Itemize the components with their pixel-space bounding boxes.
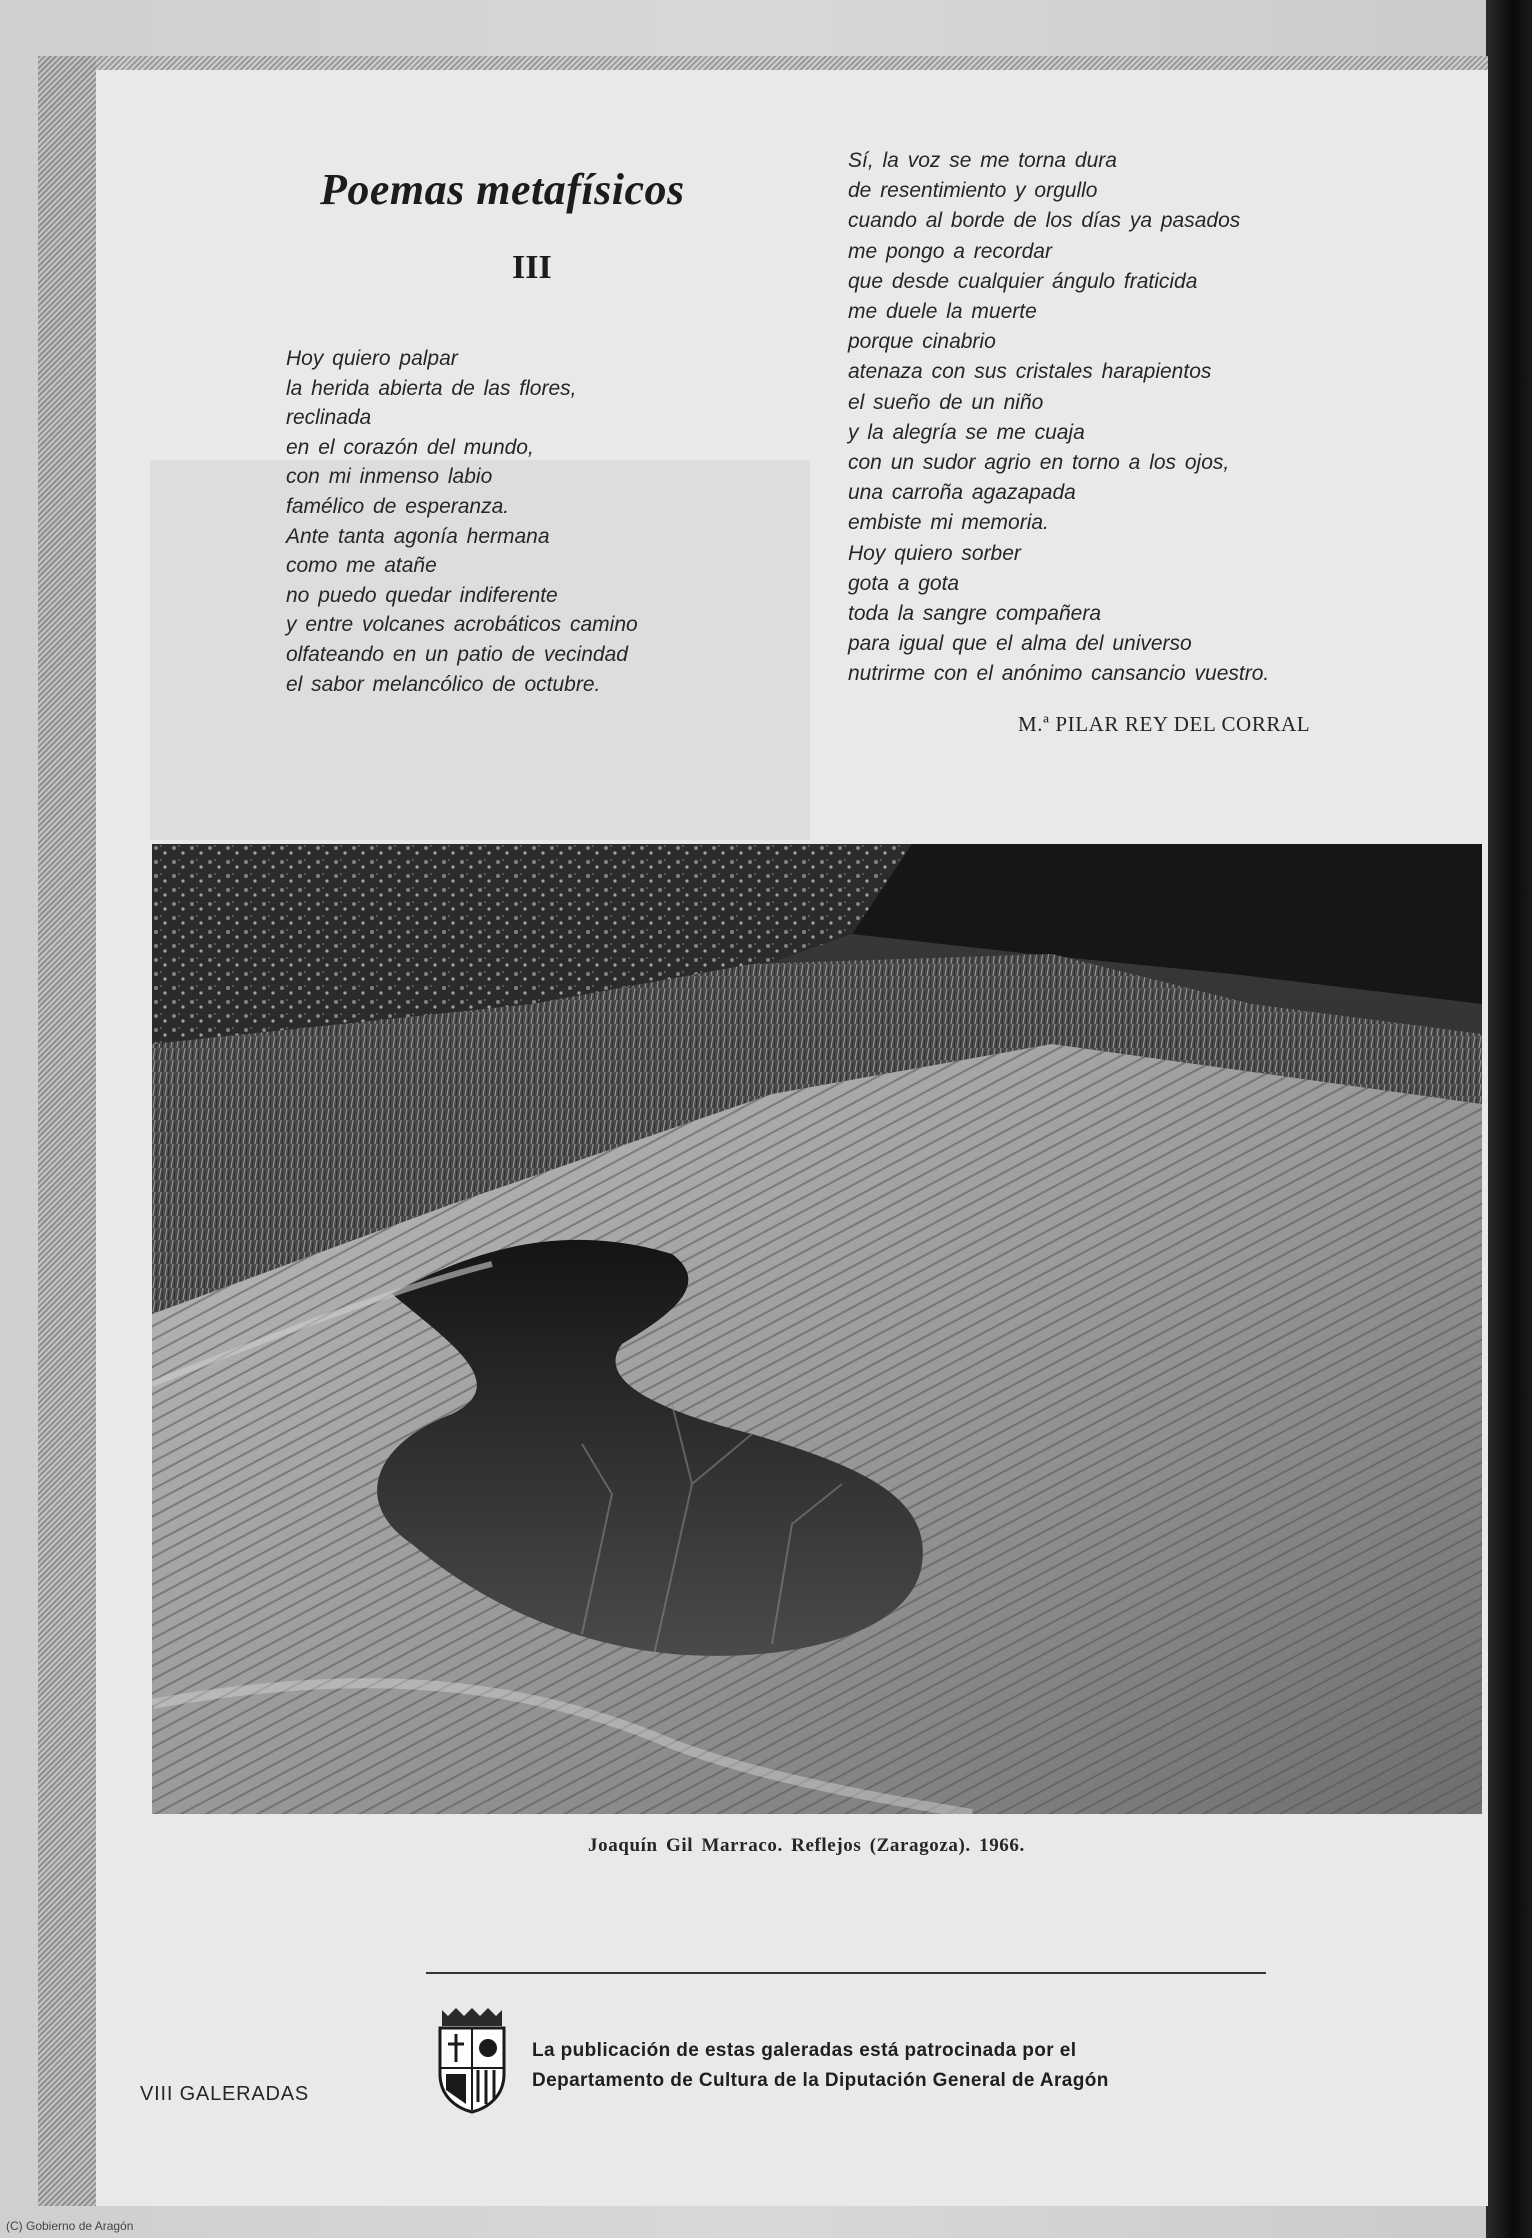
poem-line: la herida abierta de las flores,	[286, 376, 577, 400]
poem-author: M.ª PILAR REY DEL CORRAL	[1018, 712, 1311, 736]
sponsor-line: La publicación de estas galeradas está patrocinada por el	[532, 2040, 1077, 2061]
poem-line: Ante tanta agonía hermana	[286, 524, 550, 548]
poem-line: reclinada	[286, 406, 372, 430]
section-numeral: III	[512, 249, 552, 286]
poem-line: atenaza con sus cristales harapientos	[848, 360, 1212, 384]
copyright-notice: (C) Gobierno de Aragón	[6, 2219, 134, 2233]
poem-line: me pongo a recordar	[848, 239, 1052, 263]
poem-line: de resentimiento y orgullo	[848, 179, 1098, 203]
poem-line: nutrirme con el anónimo cansancio vuestro.	[848, 662, 1270, 686]
poem-line: con mi inmenso labio	[286, 465, 493, 489]
poem-line: cuando al borde de los días ya pasados	[848, 209, 1241, 233]
top-edge-strip	[38, 56, 1488, 70]
poem-line: con un sudor agrio en torno a los ojos,	[848, 451, 1230, 475]
poem-line: que desde cualquier ángulo fraticida	[848, 269, 1198, 293]
poem-title: Poemas metafísicos	[320, 165, 685, 214]
sponsor-line: Departamento de Cultura de la Diputación General de Aragón	[532, 2070, 1109, 2091]
poem-line: y entre volcanes acrobáticos camino	[286, 613, 638, 637]
poem-line: embiste mi memoria.	[848, 511, 1049, 535]
poem-line: Hoy quiero sorber	[848, 541, 1021, 565]
poem-line: para igual que el alma del universo	[848, 632, 1192, 656]
poem-line: Hoy quiero palpar	[286, 347, 458, 370]
poem-line: me duele la muerte	[848, 300, 1037, 324]
poem-line: no puedo quedar indiferente	[286, 583, 558, 607]
poem-right-column	[848, 146, 1408, 690]
poem-line: el sabor melancólico de octubre.	[286, 672, 601, 696]
sponsor-notice	[532, 2036, 1109, 2096]
photo-caption: Joaquín Gil Marraco. Reflejos (Zaragoza). 1966.	[588, 1835, 1025, 1856]
poem-line: y la alegría se me cuaja	[848, 420, 1085, 444]
poem-line: olfateando en un patio de vecindad	[286, 642, 628, 666]
left-edge-strip	[38, 56, 96, 2206]
book-binding-edge	[1486, 0, 1532, 2238]
page-folio: VIII GALERADAS	[140, 2083, 310, 2105]
poem-line: Sí, la voz se me torna dura	[848, 149, 1117, 172]
aragon-coat-of-arms-icon	[436, 2004, 508, 2114]
photograph-puddle-reflection	[152, 844, 1482, 1814]
footer-rule	[426, 1972, 1266, 1974]
poem-line: el sueño de un niño	[848, 390, 1044, 414]
poem-line: toda la sangre compañera	[848, 602, 1101, 626]
poem-line: en el corazón del mundo,	[286, 435, 534, 459]
poem-line: como me atañe	[286, 554, 437, 578]
poem-line: porque cinabrio	[848, 330, 996, 354]
poem-line: gota a gota	[848, 571, 960, 595]
poem-left-column	[286, 344, 746, 699]
poem-line: famélico de esperanza.	[286, 494, 510, 518]
poem-line: una carroña agazapada	[848, 481, 1076, 505]
